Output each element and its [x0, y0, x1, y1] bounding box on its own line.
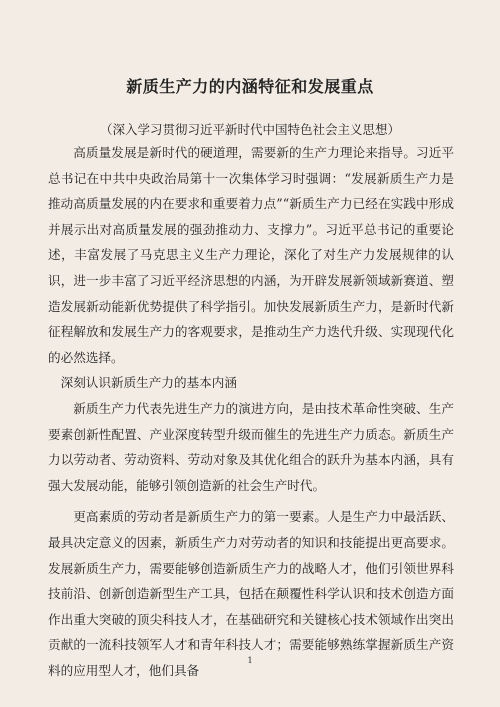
document-title: 新质生产力的内涵特征和发展重点	[126, 77, 374, 96]
paragraph-definition: 新质生产力代表先进生产力的演进方向，是由技术革命性突破、生产要素创新性配置、产业深度转型升级而催生的先进生产力质态。新质生产力以劳动者、劳动资料、劳动对象及其优化组合的跃升为基本内涵，具有强大发展动能，能够引领创造新的社会生产时代。	[48, 400, 454, 493]
paragraph-workers: 更高素质的劳动者是新质生产力的第一要素。人是生产力中最活跃、最具决定意义的因素，新质生产力对劳动者的知识和技能提出更高要求。发展新质生产力，需要能够创造新质生产力的战略人才，他们引领世界科技前沿、创新创造新型生产工具，包括在颠覆性科学认识和技术创造方面作出重大突破的顶尖科技人才，在基础研究和关键核心技术领域作出突出贡献的一流科技领军人才和青年科技人才；需要能够熟练掌握新质生产资料的应用型人才，他们具备	[48, 509, 454, 678]
document-subtitle: （深入学习贯彻习近平新时代中国特色社会主义思想）	[99, 122, 400, 137]
document-body	[48, 140, 454, 683]
paragraph-intro: 高质量发展是新时代的硬道理，需要新的生产力理论来指导。习近平总书记在中共中央政治局第十一次集体学习时强调：“发展新质生产力是推动高质量发展的内在要求和重要着力点”“新质生产力已经在实践中形成并展示出对高质量发展的强劲推动力、支撑力”。习近平总书记的重要论述，丰富发展了马克思主义生产力理论，深化了对生产力发展规律的认识，进一步丰富了习近平经济思想的内涵，为开辟发展新领域新赛道、塑造发展新动能新优势提供了科学指引。加快发展新质生产力，是新时代新征程解放和发展生产力的客观要求，是推动生产力迭代升级、实现现代化的必然选择。	[48, 145, 454, 365]
section-heading: 深刻认识新质生产力的基本内涵	[60, 375, 237, 391]
page-number: 1	[247, 656, 253, 665]
